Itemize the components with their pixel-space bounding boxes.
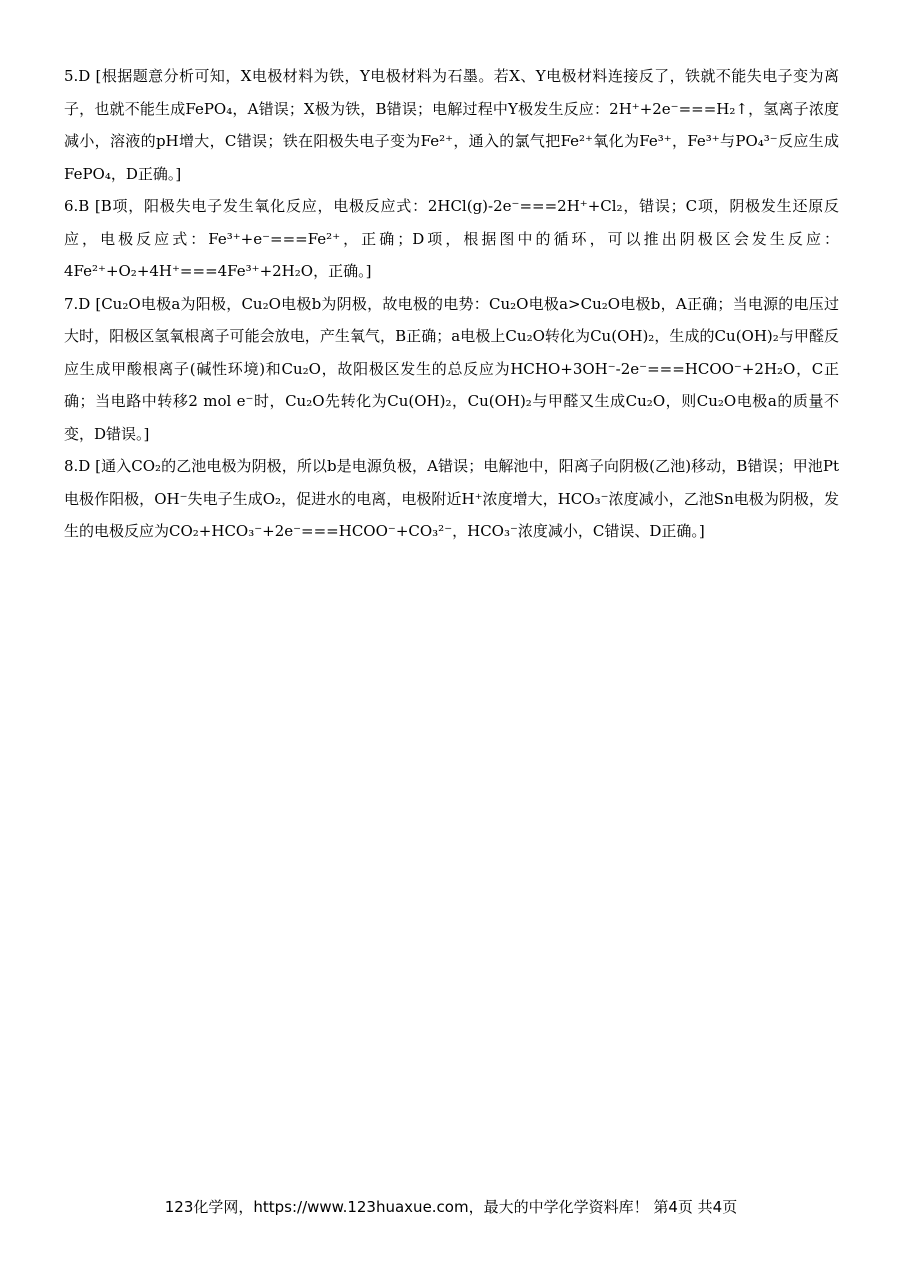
answer-7: 7.D [Cu₂O电极a为阳极，Cu₂O电极b为阴极，故电极的电势：Cu₂O电极a>Cu₂O电极b，A正确；当电源的电压过大时，阳极区氢氧根离子可能会放电，产生氧气，B正确；a电极上Cu₂O转化为Cu(OH)₂，生成的Cu(OH)₂与甲醛反应生成甲酸根离子(碱性环境)和Cu₂O，故阳极区发生的总反应为HCHO+3OH⁻-2e⁻===HCOO⁻+2H₂O，C正确；当电路中转移2 mol e⁻时，Cu₂O先转化为Cu(OH)₂，Cu(OH)₂与甲醛又生成Cu₂O，则Cu₂O电极a的质量不变，D错误。] bbox=[64, 294, 839, 443]
answer-list bbox=[64, 60, 839, 548]
answer-6: 6.B [B项，阳极失电子发生氧化反应，电极反应式：2HCl(g)-2e⁻===2H⁺+Cl₂，错误；C项，阴极发生还原反应，电极反应式：Fe³⁺+e⁻===Fe²⁺，正确；D项，根据图中的循环，可以推出阴极区会发生反应：4Fe²⁺+O₂+4H⁺===4Fe³⁺+2H₂O，正确。] bbox=[64, 197, 839, 280]
answer-8: 8.D [通入CO₂的乙池电极为阴极，所以b是电源负极，A错误；电解池中，阳离子向阴极(乙池)移动，B错误；甲池Pt电极作阳极，OH⁻失电子生成O₂，促进水的电离，电极附近H⁺浓度增大，HCO₃⁻浓度减小，乙池Sn电极为阴极，发生的电极反应为CO₂+HCO₃⁻+2e⁻===HCOO⁻+CO₃²⁻，HCO₃⁻浓度减小，C错误、D正确。] bbox=[64, 457, 839, 540]
page-footer: 123化学网，https://www.123huaxue.com，最大的中学化学资料库！ 第4页 共4页 bbox=[164, 1198, 738, 1216]
answer-5: 5.D [根据题意分析可知，X电极材料为铁，Y电极材料为石墨。若X、Y电极材料连接反了，铁就不能失电子变为离子，也就不能生成FePO₄，A错误；X极为铁，B错误；电解过程中Y极发生反应：2H⁺+2e⁻===H₂↑，氢离子浓度减小，溶液的pH增大，C错误；铁在阳极失电子变为Fe²⁺，通入的氯气把Fe²⁺氧化为Fe³⁺，Fe³⁺与PO₄³⁻反应生成FePO₄，D正确。] bbox=[64, 67, 839, 183]
